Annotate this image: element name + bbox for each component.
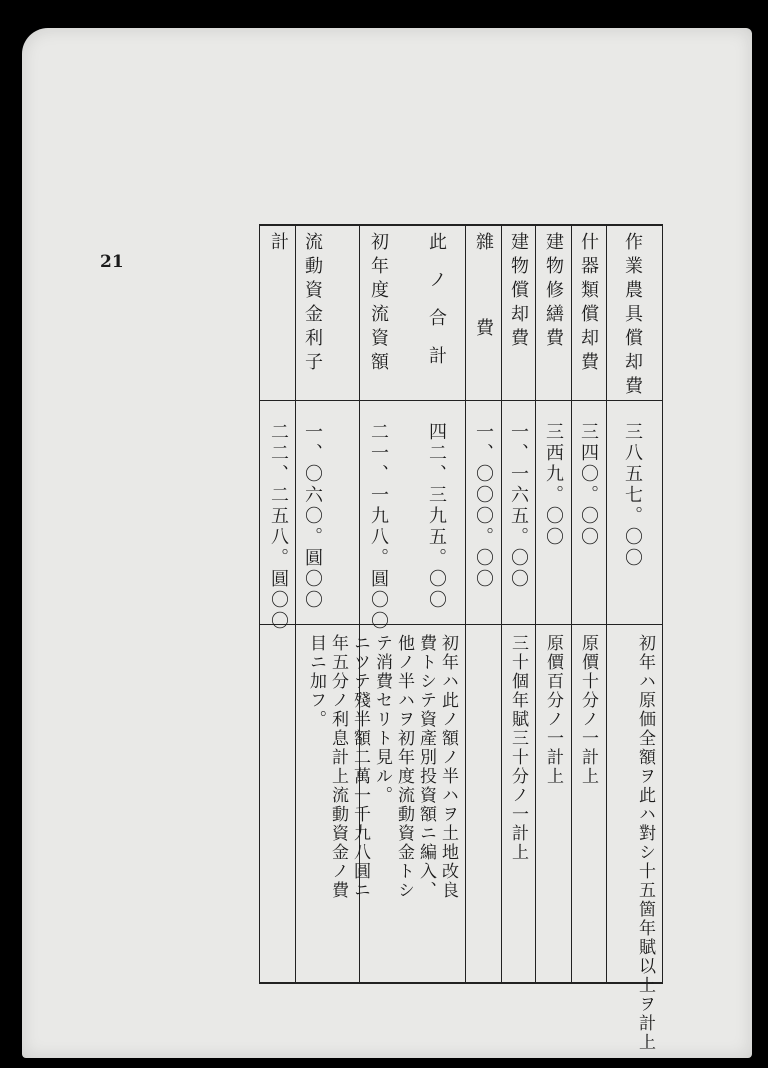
- table-top-rule: [259, 224, 663, 226]
- row-note: 費トシテ資產別投資額ニ編入、: [416, 634, 436, 900]
- table-right-rule: [662, 224, 663, 984]
- label-amount-divider: [259, 400, 663, 401]
- row-note: 三十個年賦三十分ノ一計上: [508, 634, 528, 862]
- document-page: [22, 28, 752, 1058]
- note-continuation: 目ニ加フ。: [306, 634, 326, 729]
- row-label: 作業農具償却費: [622, 232, 643, 400]
- row-label: 計: [268, 232, 289, 256]
- column-rule: [465, 224, 466, 984]
- row-note: 原價百分ノ一計上: [543, 634, 563, 786]
- row-amount: 三四〇。〇〇: [578, 422, 599, 548]
- column-rule: [535, 224, 536, 984]
- table-bottom-rule: [259, 982, 663, 984]
- ledger-table: [259, 224, 663, 1052]
- table-left-rule: [259, 224, 260, 984]
- row-label: 雜費: [473, 232, 494, 404]
- row-amount: 三八五七。〇〇: [622, 422, 643, 569]
- row-amount: 一、一六五。〇〇: [508, 422, 529, 590]
- row-note: テ消費セリト見ル。: [372, 634, 392, 805]
- row-label: 流動資金利子: [302, 232, 323, 376]
- amount-note-divider: [259, 624, 663, 625]
- note-continuation: 年五分ノ利息計上流動資金ノ費: [328, 634, 348, 900]
- row-note: 初年ハ原価全額ヲ此ハ對シ十五箇年賦以上ヲ計上: [635, 634, 655, 1052]
- row-label: 初年度流資額: [368, 232, 389, 376]
- row-note: 原價十分ノ一計上: [578, 634, 598, 786]
- row-amount: 三西九。〇〇: [543, 422, 564, 548]
- note-continuation: ニツテ殘半額二萬一千九八圓ニ: [350, 634, 370, 900]
- row-label: 什器類償却費: [578, 232, 599, 376]
- row-note: 初年ハ此ノ額ノ半ハヲ土地改良: [438, 634, 458, 900]
- column-rule: [606, 224, 607, 984]
- row-amount: 四二、三九五。〇〇: [426, 422, 447, 611]
- row-label: 建物修繕費: [543, 232, 564, 352]
- row-amount: 一、〇六〇。圓〇〇: [302, 422, 323, 611]
- row-note: 他ノ半ハヲ初年度流動資金トシ: [394, 634, 414, 900]
- row-label: 建物償却費: [508, 232, 529, 352]
- row-amount: 一、〇〇〇。〇〇: [473, 422, 494, 590]
- row-label: 此ノ合計: [426, 232, 447, 384]
- page-number: 21: [100, 252, 124, 272]
- column-rule: [571, 224, 572, 984]
- column-rule: [501, 224, 502, 984]
- row-amount: 二一、一九八。圓〇〇: [368, 422, 389, 632]
- row-amount: 二二、二五八。圓〇〇: [268, 422, 289, 632]
- column-rule: [295, 224, 296, 984]
